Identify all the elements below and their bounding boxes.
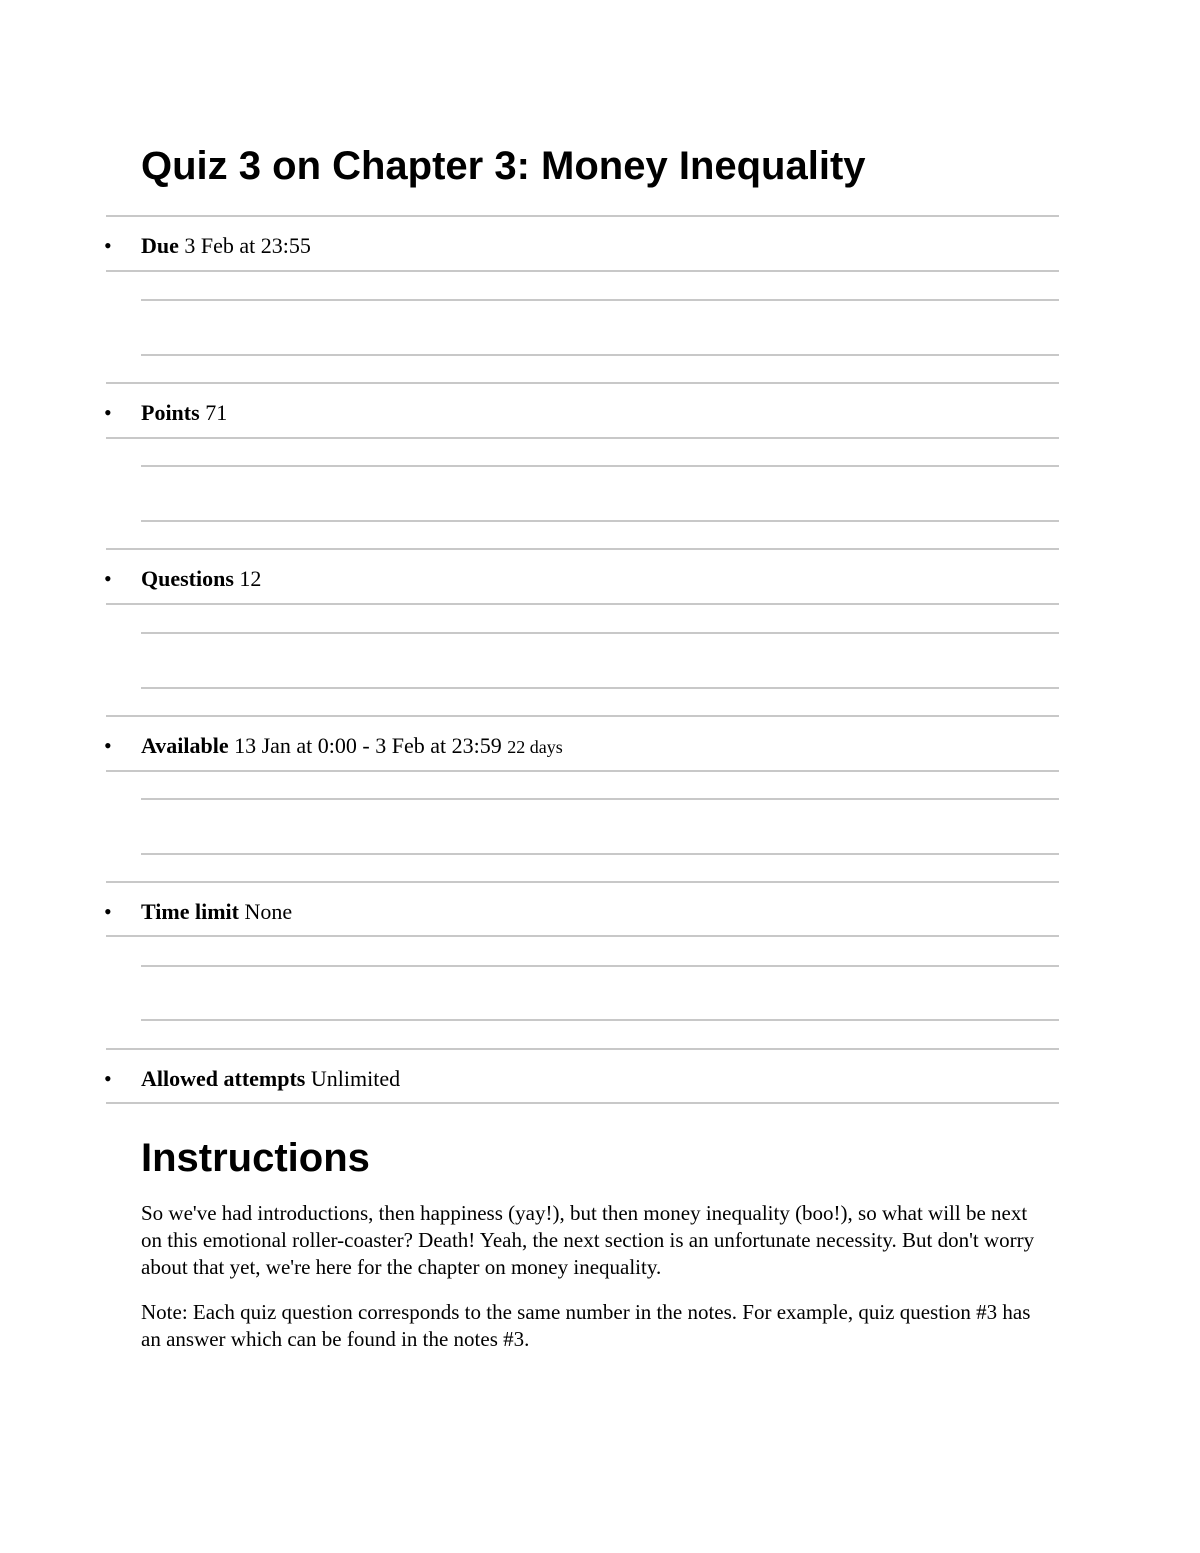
divider [106, 1102, 1059, 1104]
divider [141, 687, 1059, 689]
divider [106, 1048, 1059, 1050]
detail-label: Points [141, 400, 200, 425]
detail-due [0, 230, 1100, 262]
divider [141, 520, 1059, 522]
detail-points [0, 397, 1100, 429]
bullet: • [104, 566, 112, 591]
detail-value: 12 [239, 566, 262, 591]
availability-duration: 22 days [507, 737, 563, 757]
detail-value: Unlimited [310, 1066, 401, 1091]
detail-label: Due [141, 233, 179, 258]
detail-label: Questions [141, 566, 234, 591]
divider [141, 299, 1059, 301]
page-title: Quiz 3 on Chapter 3: Money Inequality [141, 144, 866, 188]
divider [141, 354, 1059, 356]
divider [106, 770, 1059, 772]
detail-label: Allowed attempts [141, 1066, 306, 1091]
divider [106, 548, 1059, 550]
instructions-note: Note: Each quiz question corresponds to the same number in the notes. For example, quiz question #3 has an answer which can be found in the notes #3. [141, 1300, 1031, 1351]
divider [141, 965, 1059, 967]
bullet: • [104, 899, 112, 924]
detail-value: 71 [205, 400, 228, 425]
detail-time-limit [0, 896, 1100, 928]
detail-label: Time limit [141, 899, 239, 924]
detail-label: Available [141, 733, 229, 758]
detail-value: 3 Feb at 23:55 [184, 233, 311, 258]
bullet: • [104, 1066, 112, 1091]
divider [106, 215, 1059, 217]
divider [106, 603, 1059, 605]
instructions-paragraph: So we've had introductions, then happiness (yay!), but then money inequality (boo!), so what will be next on this emotional roller-coaster? Death! Yeah, the next section is an unfortunate necessity. But don't worry about that yet, we're here for the chapter on money inequality. [141, 1201, 1035, 1279]
bullet: • [104, 233, 112, 258]
divider [106, 437, 1059, 439]
bullet: • [104, 733, 112, 758]
divider [106, 715, 1059, 717]
divider [141, 798, 1059, 800]
divider [106, 270, 1059, 272]
detail-value: 13 Jan at 0:00 - 3 Feb at 23:59 [234, 733, 502, 758]
detail-available [0, 730, 1100, 762]
divider [141, 1019, 1059, 1021]
divider [106, 382, 1059, 384]
divider [141, 853, 1059, 855]
divider [106, 881, 1059, 883]
divider [141, 465, 1059, 467]
divider [106, 935, 1059, 937]
instructions-heading: Instructions [141, 1136, 370, 1180]
bullet: • [104, 400, 112, 425]
detail-questions [0, 563, 1100, 595]
detail-allowed-attempts [0, 1063, 1100, 1095]
divider [141, 632, 1059, 634]
detail-value: None [244, 899, 293, 924]
